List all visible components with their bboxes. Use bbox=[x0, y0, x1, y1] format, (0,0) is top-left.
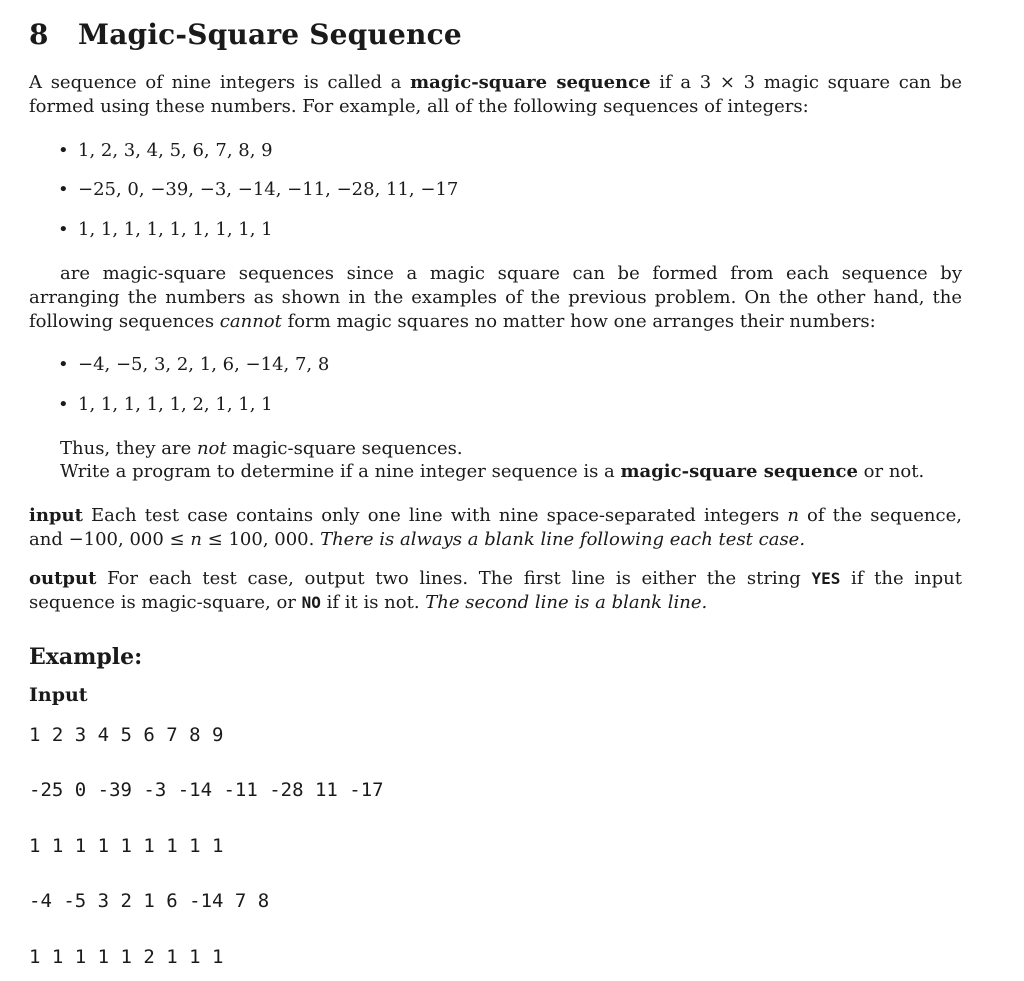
output-spec-yes: YES bbox=[811, 569, 841, 588]
output-spec-text-2: if the input sequence is magic-square, or bbox=[29, 568, 963, 613]
section-title: Magic-Square Sequence bbox=[78, 18, 462, 51]
bullet-icon: • bbox=[58, 354, 69, 375]
example-input-line: 1 1 1 1 1 2 1 1 1 bbox=[29, 946, 224, 968]
output-spec-text-3: if it is not. bbox=[320, 592, 426, 613]
bullet-icon: • bbox=[58, 140, 69, 161]
intro-term: magic-square sequence bbox=[410, 72, 651, 93]
input-spec-text-1: Each test case contains only one line with nine space-separated integers bbox=[82, 505, 788, 526]
middle-text-1: are magic-square sequences since a magic square can be formed from each sequence by arranging the numbers as shown in the examples of the previous problem. On the other hand, the following sequences bbox=[29, 263, 962, 332]
list-item bbox=[58, 139, 273, 163]
section-heading bbox=[29, 18, 462, 51]
thus-line bbox=[60, 437, 463, 461]
bullet-text: −25, 0, −39, −3, −14, −11, −28, 11, −17 bbox=[78, 179, 459, 200]
thus-emph: not bbox=[196, 438, 227, 459]
write-text-1: Write a program to determine if a nine integer sequence is a bbox=[60, 461, 621, 482]
example-input-heading: Input bbox=[29, 684, 88, 706]
example-input-line: -4 -5 3 2 1 6 -14 7 8 bbox=[29, 890, 270, 912]
intro-paragraph bbox=[29, 71, 962, 119]
input-spec-label: input bbox=[29, 505, 83, 526]
output-spec bbox=[29, 567, 962, 615]
output-spec-emph: The second line is a blank line. bbox=[425, 592, 708, 613]
middle-emph: cannot bbox=[219, 311, 282, 332]
input-spec-text-2: of the sequence, and −100, 000 ≤ bbox=[29, 505, 962, 550]
bullet-text: 1, 1, 1, 1, 1, 1, 1, 1, 1 bbox=[78, 219, 273, 240]
list-item bbox=[58, 178, 458, 202]
input-spec-var: n bbox=[787, 505, 799, 526]
bullet-text: 1, 1, 1, 1, 1, 2, 1, 1, 1 bbox=[78, 394, 273, 415]
write-line bbox=[60, 460, 924, 484]
bullet-icon: • bbox=[58, 394, 69, 415]
example-input-line: -25 0 -39 -3 -14 -11 -28 11 -17 bbox=[29, 779, 384, 801]
section-number: 8 bbox=[29, 18, 49, 51]
write-text-2: or not. bbox=[857, 461, 925, 482]
bullet-text: −4, −5, 3, 2, 1, 6, −14, 7, 8 bbox=[78, 354, 330, 375]
input-spec-var-2: n bbox=[190, 529, 202, 550]
list-item bbox=[58, 218, 273, 242]
example-input-line: 1 2 3 4 5 6 7 8 9 bbox=[29, 724, 224, 746]
thus-text-1: Thus, they are bbox=[60, 438, 197, 459]
example-heading: Example: bbox=[29, 644, 143, 670]
intro-text-2: if a 3 × 3 magic square can be formed using these numbers. For example, all of the following sequences of integers: bbox=[29, 72, 962, 117]
list-item bbox=[58, 393, 273, 417]
intro-text-1: A sequence of nine integers is called a bbox=[29, 72, 411, 93]
output-spec-text-1: For each test case, output two lines. The first line is either the string bbox=[96, 568, 812, 589]
bullet-text: 1, 2, 3, 4, 5, 6, 7, 8, 9 bbox=[78, 140, 273, 161]
middle-paragraph bbox=[29, 262, 962, 334]
bullet-icon: • bbox=[58, 219, 69, 240]
output-spec-no: NO bbox=[301, 593, 321, 612]
input-spec bbox=[29, 504, 962, 552]
bullet-icon: • bbox=[58, 179, 69, 200]
thus-text-2: magic-square sequences. bbox=[226, 438, 463, 459]
write-term: magic-square sequence bbox=[620, 461, 858, 482]
input-spec-emph: There is always a blank line following each test case. bbox=[320, 529, 806, 550]
input-spec-text-3: ≤ 100, 000. bbox=[201, 529, 321, 550]
output-spec-label: output bbox=[29, 568, 97, 589]
list-item bbox=[58, 353, 329, 377]
example-input-line: 1 1 1 1 1 1 1 1 1 bbox=[29, 835, 224, 857]
middle-text-2: form magic squares no matter how one arranges their numbers: bbox=[281, 311, 876, 332]
